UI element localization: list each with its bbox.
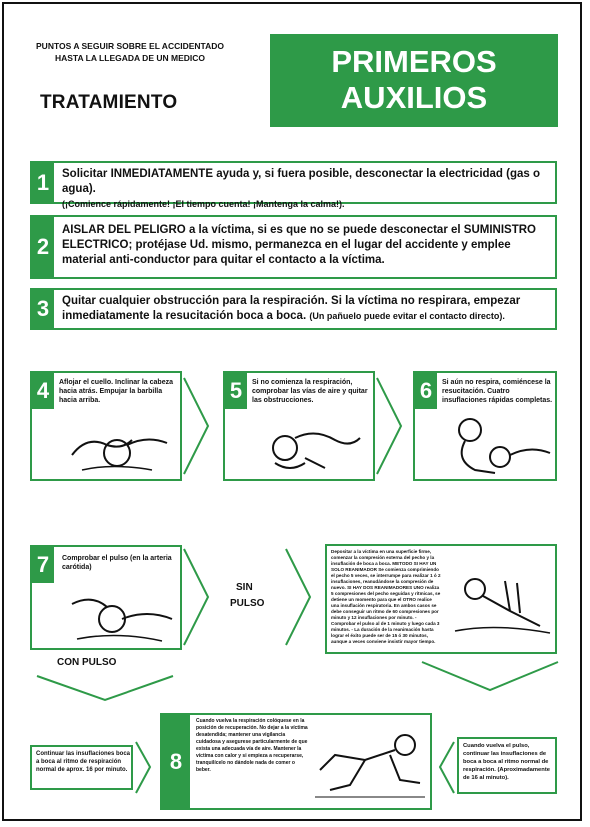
cpr-instructions: Depositar a la víctima en una superficie firme, comenzar la compresión externa del pecho y la insuflación de boca a boca. METODO SI HAY UN SOLO REANIMADOR Se comienza comprimiendo el pecho 5 veces, se interrumpe para realizar 1 ó 2 insuflaciones, reanudándose la compresión de nuevo. SI HAY DOS REANIMADORES UNO realiza 5 compresiones del pecho seguidas y rítmicas, se detiene un momento para que el OTRO realice una insuflación respiratoria. En ambos casos se debe conseguir un ritmo de 60 compresiones por minuto y 12 insuflaciones por minuto. - Comprobar el pulso al de 1 minuto y luego cada 3 minutos. - La duración de la reanimación hasta lograr el éxito puede ser de 15 ó 30 minutos, aunque a veces conviene insistir mayor tiempo. [331,549,441,644]
step-3-main: Quitar cualquier obstrucción para la respiración. Si la víctima no respirara, empezar inmediatamente la resucitación boca a boca. [62,295,521,322]
title-banner [270,34,558,127]
card-4 [30,371,182,481]
side-note-left [30,745,133,790]
arrow-right-icon [182,376,212,476]
side-note-text: Continuar las insuflaciones boca a boca al ritmo de respiración normal de aprox. 16 por minuto. [36,751,131,773]
card-text: Si aún no respira, comiéncese la resucitación. Cuatro insuflaciones rápidas completas. [442,379,553,404]
step-1-note: (¡Comience rápidamente! ¡El tiempo cuenta! ¡Mantenga la calma!). [62,199,345,209]
subtitle [30,40,230,64]
cpr-box [325,544,557,654]
step-number: 2 [32,217,54,277]
mouth-to-mouth-illustration [435,415,553,477]
arrow-right-icon [284,547,314,647]
subtitle-line-1: PUNTOS A SEGUIR SOBRE EL ACCIDENTADO [36,41,224,51]
subtitle-line-2: HASTA LA LLEGADA DE UN MEDICO [54,53,205,63]
card-number: 7 [32,547,54,583]
card-number: 8 [162,715,190,808]
recovery-position-illustration [310,725,430,805]
no-pulse-label-2: PULSO [230,598,265,609]
no-pulse-label-1: SIN [236,582,253,593]
treatment-heading: TRATAMIENTO [40,92,178,113]
arrow-right-icon [375,376,405,476]
card-text: Comprobar el pulso (en la arteria carótida) [62,555,172,571]
head-tilt-illustration [62,415,177,475]
card-text: Si no comienza la respiración, comprobar las vías de aire y quitar las obstrucciones. [252,379,368,404]
chest-compression-illustration [445,571,555,641]
arrow-down-icon [35,674,175,704]
arrow-right-icon [134,740,154,795]
step-2 [30,215,557,279]
card-8 [160,713,432,810]
side-note-text: Cuando vuelva el pulso, continuar las insuflaciones de boca a boca al ritmo normal de respiración. (Aproximadamente de 16 al minuto). [463,743,550,781]
step-3 [30,288,557,330]
arrow-down-icon [420,660,560,694]
card-text: Aflojar el cuello. Inclinar la cabeza hacia atrás. Empujar la barbilla hacia arriba. [59,379,173,404]
pulse-check-illustration [62,589,177,647]
card-text: Cuando vuelva la respiración colóquese en la posición de recuperación. No dejar a la víctima desatendida; mantener una vigilancia cuidadosa y asegurese particularmente de que exista una adecuada vía de aire. Mantener la víctima con calor y si empieza a recuperarse, tranquilícelo no dándole nada de comer o beber. [196,718,308,773]
card-number: 5 [225,373,247,409]
card-number: 4 [32,373,54,409]
arrow-left-icon [436,740,456,795]
banner-line-1: PRIMEROS [331,44,497,79]
step-1-main: Solicitar INMEDIATAMENTE ayuda y, si fuera posible, desconectar la electricidad (gas o agua). [62,168,541,195]
step-3-note: (Un pañuelo puede evitar el contacto directo). [309,311,505,321]
banner-line-2: AUXILIOS [340,80,488,115]
step-number: 3 [32,290,54,328]
card-number: 6 [415,373,437,409]
step-text: AISLAR DEL PELIGRO a la víctima, si es que no se puede desconectar el SUMINISTRO ELECTRICO; protéjase Ud. mismo, permanezca en el lugar del accidente y emplee material anti-conductor para quitar el contacto a la víctima. [62,224,536,266]
card-7 [30,545,182,650]
step-text [62,294,554,324]
airway-check-illustration [245,418,365,476]
step-number: 1 [32,163,54,202]
card-5 [223,371,375,481]
step-text [62,167,552,212]
card-6 [413,371,557,481]
step-1 [30,161,557,209]
side-note-right [457,737,557,794]
with-pulse-label: CON PULSO [57,657,117,668]
arrow-right-icon [182,547,212,647]
